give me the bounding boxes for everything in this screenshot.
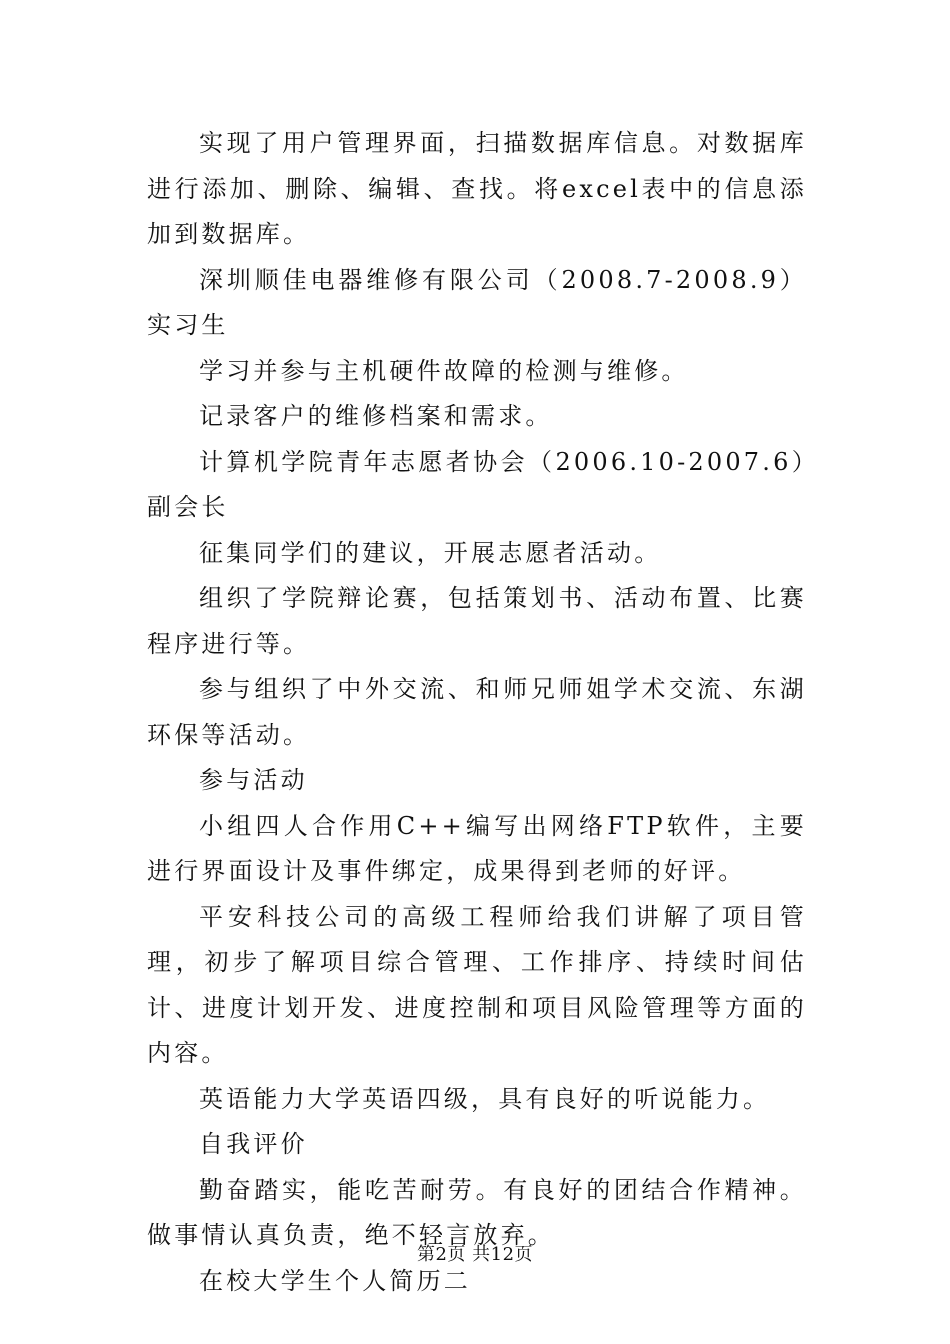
paragraph-database-work: 实现了用户管理界面，扫描数据库信息。对数据库进行添加、删除、编辑、查找。将excel表中的信息添加到数据库。 (147, 129, 807, 248)
paragraph-hardware-repair: 学习并参与主机硬件故障的检测与维修。 (199, 356, 689, 385)
paragraph-exchange-activities: 参与组织了中外交流、和师兄师姐学术交流、东湖环保等活动。 (147, 675, 807, 749)
paragraph-customer-records: 记录客户的维修档案和需求。 (199, 402, 553, 430)
paragraph-resume-two-title: 在校大学生个人简历二 (199, 1266, 471, 1295)
document-body (147, 121, 807, 1304)
paragraph-volunteer-association: 计算机学院青年志愿者协会（2006.10-2007.6）副会长 (147, 447, 807, 521)
section-heading-self-evaluation: 自我评价 (199, 1130, 308, 1158)
page-number-footer: 第2页 共12页 (416, 1244, 534, 1265)
paragraph-volunteer-activities: 征集同学们的建议，开展志愿者活动。 (199, 538, 662, 567)
paragraph-ftp-project: 小组四人合作用C++编写出网络FTP软件，主要进行界面设计及事件绑定，成果得到老师的好评。 (147, 811, 807, 885)
paragraph-debate-contest: 组织了学院辩论赛，包括策划书、活动布置、比赛程序进行等。 (147, 584, 807, 658)
paragraph-self-evaluation: 勤奋踏实，能吃苦耐劳。有良好的团结合作精神。做事情认真负责，绝不轻言放弃。 (147, 1175, 807, 1249)
paragraph-english-ability: 英语能力大学英语四级，具有良好的听说能力。 (199, 1084, 771, 1113)
paragraph-internship-title: 深圳顺佳电器维修有限公司（2008.7-2008.9）实习生 (147, 265, 807, 339)
section-heading-activities: 参与活动 (199, 766, 308, 794)
paragraph-project-management: 平安科技公司的高级工程师给我们讲解了项目管理，初步了解项目综合管理、工作排序、持续时间估计、进度计划开发、进度控制和项目风险管理等方面的内容。 (147, 902, 807, 1067)
